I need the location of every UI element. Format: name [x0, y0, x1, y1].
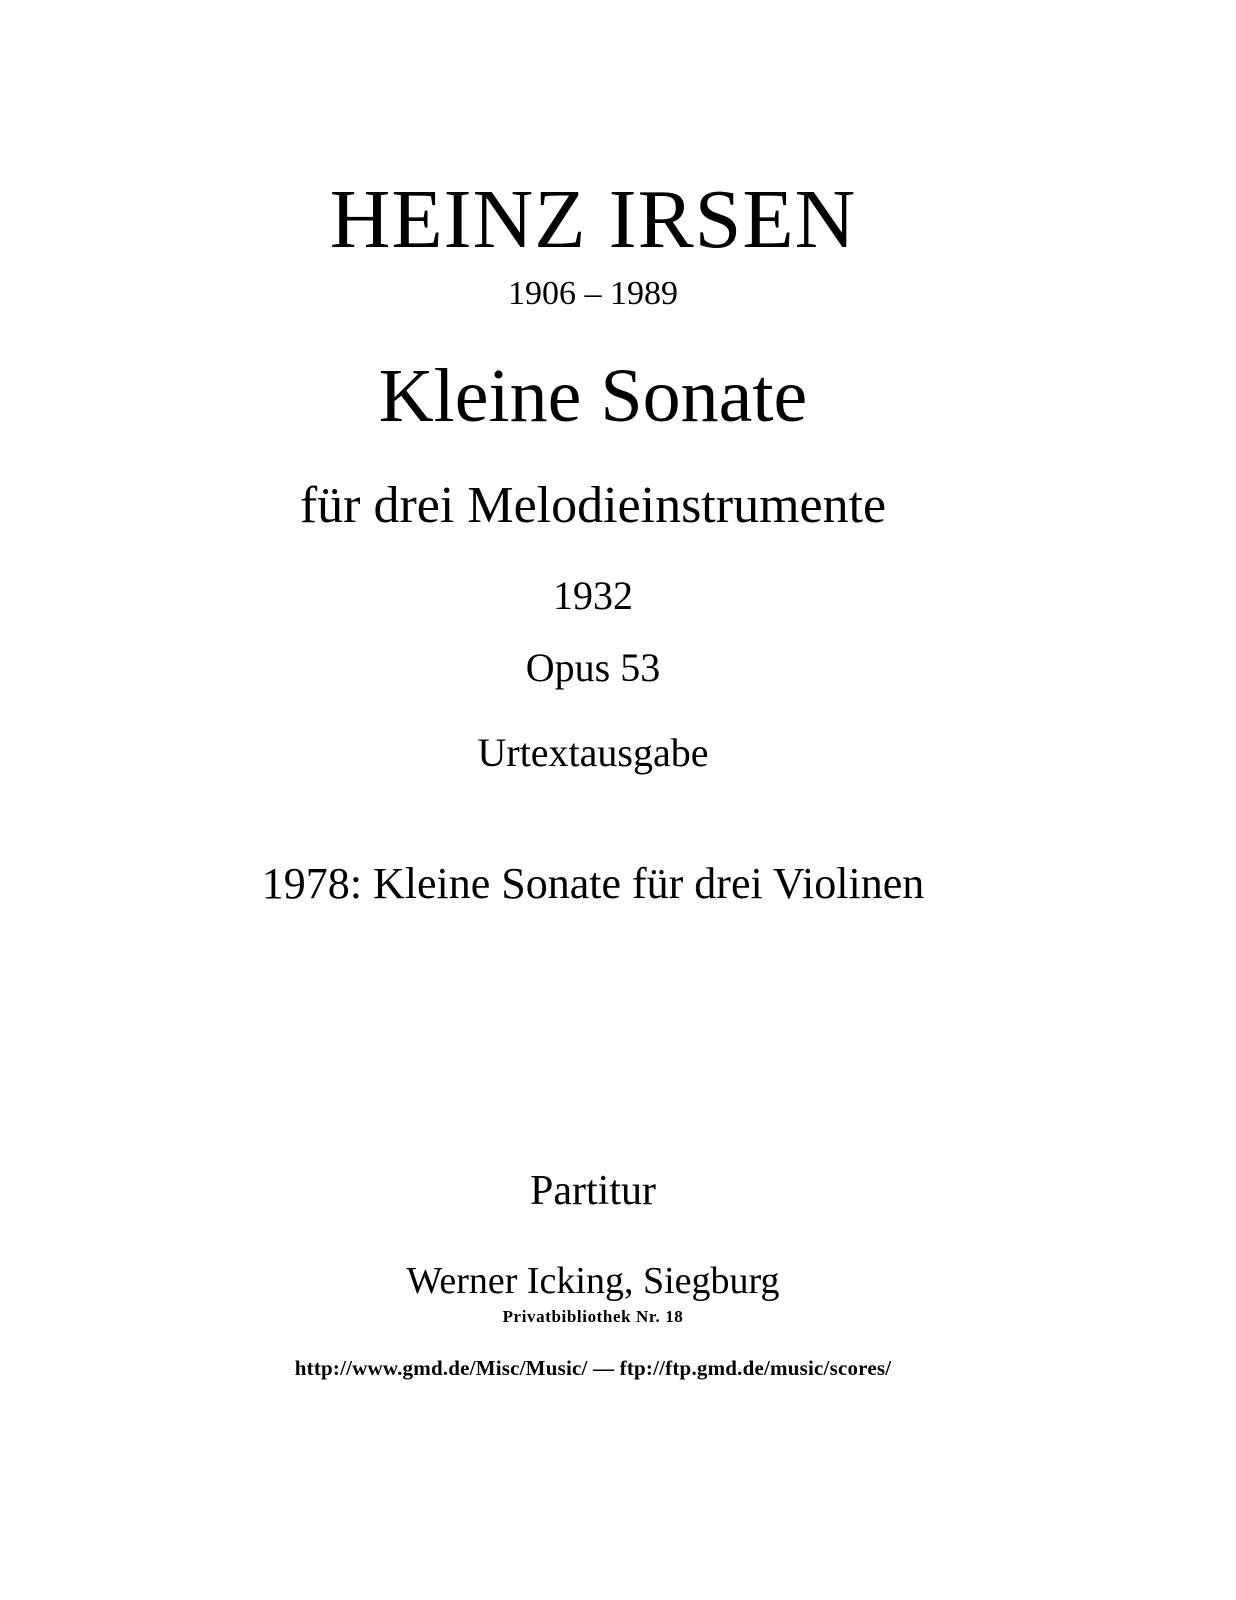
edition-type: Urtextausgabe — [477, 730, 709, 775]
publisher-name: Werner Icking, Siegburg — [406, 1260, 780, 1302]
library-number: Privatbibliothek Nr. 18 — [502, 1307, 684, 1326]
work-subtitle: für drei Melodieinstrumente — [299, 477, 887, 534]
work-title: Kleine Sonate — [378, 354, 808, 438]
composer-years: 1906 – 1989 — [508, 275, 678, 312]
composition-year: 1932 — [553, 573, 633, 618]
arrangement-note: 1978: Kleine Sonate für drei Violinen — [261, 859, 925, 908]
source-links[interactable]: http://www.gmd.de/Misc/Music/ — ftp://ftp.gmd.de/music/scores/ — [294, 1356, 892, 1380]
score-type: Partitur — [530, 1168, 656, 1214]
opus-number: Opus 53 — [525, 645, 661, 690]
composer-name: HEINZ IRSEN — [329, 173, 857, 266]
